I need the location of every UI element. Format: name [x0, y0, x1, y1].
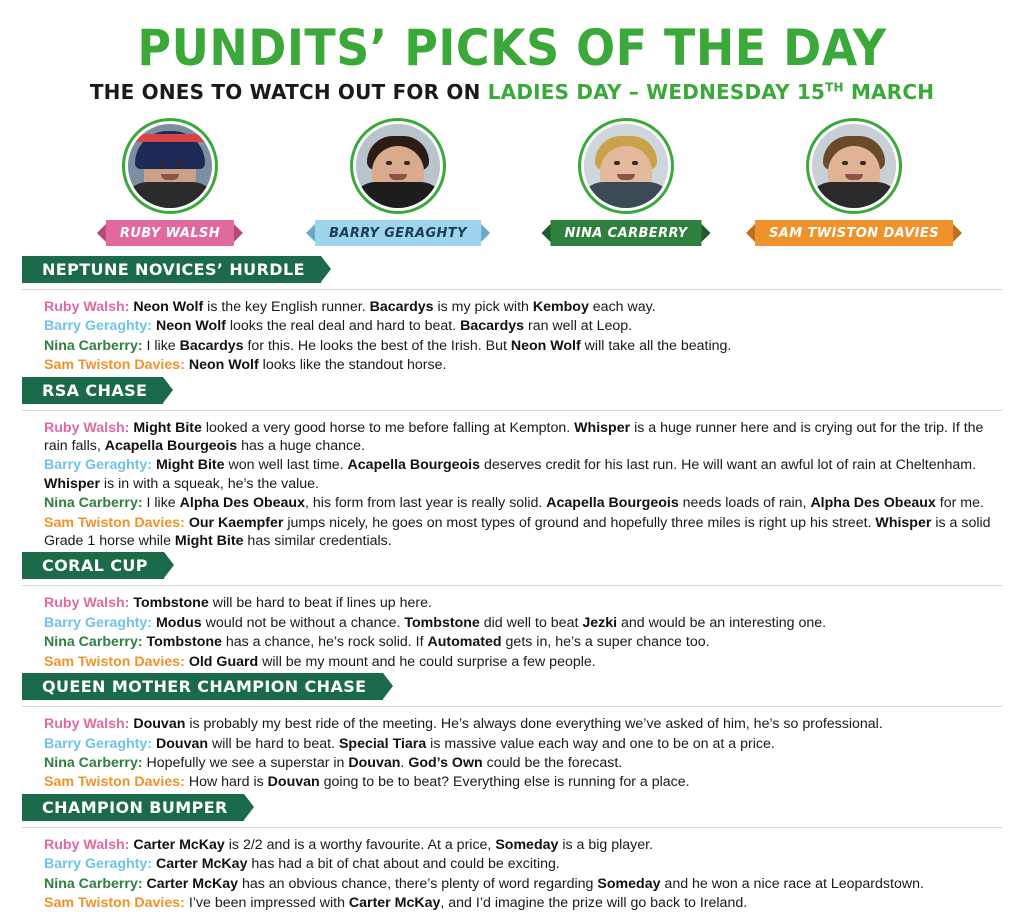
pundit-name-ribbon: [106, 220, 234, 246]
quote-text: , and I’d imagine the prize will go back to Ireland.: [440, 894, 748, 911]
pundit-name-ribbon: [755, 220, 953, 246]
quote-text: I like: [142, 495, 180, 512]
pundit-quote-author: Nina Carberry:: [44, 634, 143, 651]
pundit-quote-author: Ruby Walsh:: [44, 595, 130, 612]
races-container: [0, 246, 1024, 912]
pundit-quotes: [22, 298, 1002, 375]
pundit-quote-author: Ruby Walsh:: [44, 299, 130, 315]
pundit-quote-author: Nina Carberry:: [44, 337, 143, 354]
page-subtitle: [0, 80, 1024, 104]
pundit-quote: [44, 633, 992, 651]
pundit-quote: [44, 419, 992, 456]
pundit-quote: [44, 836, 992, 854]
pundit-quotes: [22, 836, 1002, 912]
pundit-quote-author: Nina Carberry:: [44, 495, 143, 512]
horse-name: Might Bite: [174, 533, 244, 550]
horse-name: Modus: [155, 614, 202, 631]
pundit-name: BARRY GERAGHTY: [329, 225, 467, 241]
pundit-quote-author: Barry Geraghty:: [44, 318, 153, 335]
quote-text: did well to beat: [479, 614, 583, 631]
quote-text: each way.: [588, 299, 656, 315]
horse-name: Someday: [597, 875, 661, 892]
quote-text: and would be an interesting one.: [617, 614, 827, 631]
horse-name: Our Kaempfer: [188, 514, 284, 531]
pundit-name: NINA CARBERRY: [564, 225, 688, 241]
horse-name: Might Bite: [155, 457, 225, 474]
quote-text: deserves credit for his last run. He will want an awful lot of rain at Cheltenham.: [480, 457, 977, 474]
pundit-quotes: [22, 419, 1002, 551]
quote-text: .: [400, 754, 409, 771]
quote-text: has a huge chance.: [237, 438, 365, 455]
horse-name: Neon Wolf: [133, 299, 204, 315]
horse-name: Kemboy: [532, 299, 589, 315]
pundit-card: [749, 118, 959, 246]
quote-text: I like: [142, 337, 180, 354]
pundit-quote-author: Ruby Walsh:: [44, 716, 130, 733]
horse-name: Automated: [427, 634, 502, 651]
pundit-quote: [44, 773, 992, 791]
pundit-quote-author: Sam Twiston Davies:: [44, 894, 185, 911]
pundit-quotes: [22, 594, 1002, 671]
portrait-image: [812, 124, 896, 208]
quote-text: is in with a squeak, he’s the value.: [99, 475, 319, 492]
portrait-image: [356, 124, 440, 208]
divider: [22, 827, 1002, 828]
quote-text: going to be to beat? Everything else is running for a place.: [319, 774, 690, 791]
race-title: CHAMPION BUMPER: [22, 794, 244, 821]
horse-name: Tombstone: [404, 614, 480, 631]
race-section: [22, 256, 1002, 375]
divider: [22, 410, 1002, 411]
horse-name: Douvan: [155, 735, 209, 752]
race-section: [22, 794, 1002, 912]
pundit-quote: [44, 715, 992, 733]
quote-text: is a solid Grade 1 horse while: [44, 514, 991, 550]
horse-name: Old Guard: [188, 653, 259, 670]
pundit-quote-author: Sam Twiston Davies:: [44, 774, 185, 791]
subtitle-highlight-sup: TH: [825, 80, 844, 95]
pundit-quote: [44, 614, 992, 632]
avatar: [350, 118, 446, 214]
pundit-quote-author: Sam Twiston Davies:: [44, 653, 185, 670]
pundit-quote: [44, 337, 992, 355]
race-title: CORAL CUP: [22, 552, 164, 579]
quote-text: I’ve been impressed with: [184, 894, 349, 911]
quote-text: could be the forecast.: [482, 754, 623, 771]
subtitle-highlight-end: MARCH: [843, 80, 935, 104]
pundit-quote-author: Nina Carberry:: [44, 754, 143, 771]
pundit-quote-author: Sam Twiston Davies:: [44, 514, 185, 531]
race-title: QUEEN MOTHER CHAMPION CHASE: [22, 673, 383, 700]
pundit-quote: [44, 494, 992, 512]
horse-name: Tombstone: [133, 595, 209, 612]
quote-text: , his form from last year is really solid.: [305, 495, 547, 512]
horse-name: Bacardys: [369, 299, 434, 315]
pundit-card: [65, 118, 275, 246]
pundit-quote-author: Barry Geraghty:: [44, 614, 153, 631]
pundit-quote: [44, 594, 992, 612]
horse-name: Neon Wolf: [188, 357, 259, 374]
horse-name: Douvan: [133, 716, 186, 733]
pundit-quote: [44, 653, 992, 671]
pundit-quote-author: Sam Twiston Davies:: [44, 357, 185, 374]
quote-text: will be my mount and he could surprise a few people.: [258, 653, 596, 670]
quote-text: gets in, he’s a super chance too.: [501, 634, 710, 651]
avatar: [578, 118, 674, 214]
quote-text: has had a bit of chat about and could be exciting.: [247, 856, 560, 873]
quote-text: has an obvious chance, there’s plenty of word regarding: [238, 875, 598, 892]
quote-text: won well last time.: [224, 457, 348, 474]
race-section: [22, 673, 1002, 792]
avatar: [122, 118, 218, 214]
horse-name: Someday: [495, 836, 559, 853]
avatar: [806, 118, 902, 214]
horse-name: Alpha Des Obeaux: [179, 495, 305, 512]
horse-name: Whisper: [875, 514, 932, 531]
quote-text: looked a very good horse to me before falling at Kempton.: [201, 419, 575, 436]
horse-name: Whisper: [574, 419, 631, 436]
divider: [22, 585, 1002, 586]
pundit-quote-author: Nina Carberry:: [44, 875, 143, 892]
quote-text: for this. He looks the best of the Irish. But: [243, 337, 511, 354]
pundit-quote: [44, 298, 992, 316]
pundit-quote: [44, 875, 992, 893]
quote-text: has similar credentials.: [243, 533, 392, 550]
race-section: [22, 377, 1002, 551]
quote-text: is the key English runner.: [203, 299, 370, 315]
race-section: [22, 552, 1002, 671]
horse-name: Douvan: [267, 774, 320, 791]
horse-name: Whisper: [44, 475, 100, 492]
horse-name: Bacardys: [179, 337, 244, 354]
pundit-quote: [44, 894, 992, 912]
horse-name: Douvan: [348, 754, 401, 771]
quote-text: will take all the beating.: [580, 337, 732, 354]
pundit-quote: [44, 754, 992, 772]
quote-text: looks like the standout horse.: [258, 357, 447, 374]
quote-text: ran well at Leop.: [524, 318, 633, 335]
horse-name: Acapella Bourgeois: [546, 495, 679, 512]
pundit-name: RUBY WALSH: [119, 225, 221, 241]
quote-text: for me.: [935, 495, 984, 512]
subtitle-prefix: THE ONES TO WATCH OUT FOR ON: [89, 80, 488, 104]
horse-name: Neon Wolf: [510, 337, 581, 354]
horse-name: Carter McKay: [348, 894, 441, 911]
race-title: NEPTUNE NOVICES’ HURDLE: [22, 256, 321, 283]
page-header: [0, 0, 1024, 104]
quote-text: Hopefully we see a superstar in: [142, 754, 349, 771]
horse-name: Tombstone: [146, 634, 222, 651]
page-title: PUNDITS’ PICKS OF THE DAY: [137, 19, 887, 77]
race-title: RSA CHASE: [22, 377, 163, 404]
divider: [22, 289, 1002, 290]
pundit-quote-author: Ruby Walsh:: [44, 836, 130, 853]
pundit-quotes: [22, 715, 1002, 792]
pundit-quote-author: Ruby Walsh:: [44, 419, 130, 436]
quote-text: will be hard to beat if lines up here.: [208, 595, 432, 612]
horse-name: Carter McKay: [155, 856, 248, 873]
pundit-list: [0, 118, 1024, 246]
pundit-quote-author: Barry Geraghty:: [44, 735, 153, 752]
pundit-quote: [44, 317, 992, 335]
pundit-quote: [44, 514, 992, 551]
divider: [22, 706, 1002, 707]
pundit-quote-author: Barry Geraghty:: [44, 856, 153, 873]
pundit-quote: [44, 855, 992, 873]
pundit-quote: [44, 356, 992, 374]
pundit-quote-author: Barry Geraghty:: [44, 457, 153, 474]
quote-text: is a huge runner here and is crying out for the trip. If the rain falls,: [44, 419, 984, 455]
horse-name: Carter McKay: [133, 836, 225, 853]
horse-name: Carter McKay: [146, 875, 238, 892]
quote-text: has a chance, he’s rock solid. If: [221, 634, 428, 651]
quote-text: needs loads of rain,: [678, 495, 811, 512]
quote-text: looks the real deal and hard to beat.: [225, 318, 461, 335]
quote-text: will be hard to beat.: [208, 735, 339, 752]
horse-name: Acapella Bourgeois: [347, 457, 481, 474]
pundit-quote: [44, 456, 992, 493]
pundit-card: [521, 118, 731, 246]
horse-name: Bacardys: [460, 318, 525, 335]
horse-name: Special Tiara: [338, 735, 427, 752]
quote-text: jumps nicely, he goes on most types of ground and hopefully three miles is right up his street.: [283, 514, 876, 531]
quote-text: is a big player.: [558, 836, 654, 853]
quote-text: and he won a nice race at Leopardstown.: [660, 875, 924, 892]
horse-name: God’s Own: [408, 754, 483, 771]
pundit-card: [293, 118, 503, 246]
horse-name: Neon Wolf: [155, 318, 226, 335]
pundit-name: SAM TWISTON DAVIES: [769, 225, 939, 241]
quote-text: is 2/2 and is a worthy favourite. At a price,: [224, 836, 496, 853]
portrait-image: [128, 124, 212, 208]
quote-text: is probably my best ride of the meeting. He’s always done everything we’ve asked of him, he’s so professional.: [185, 716, 883, 733]
horse-name: Jezki: [582, 614, 618, 631]
pundit-quote: [44, 735, 992, 753]
horse-name: Alpha Des Obeaux: [810, 495, 936, 512]
quote-text: How hard is: [184, 774, 268, 791]
quote-text: is massive value each way and one to be on at a price.: [426, 735, 775, 752]
pundit-name-ribbon: [315, 220, 481, 246]
horse-name: Might Bite: [133, 419, 202, 436]
quote-text: is my pick with: [433, 299, 533, 315]
pundit-name-ribbon: [550, 220, 701, 246]
subtitle-highlight: LADIES DAY – WEDNESDAY 15: [487, 80, 826, 104]
horse-name: Acapella Bourgeois: [104, 438, 238, 455]
portrait-image: [584, 124, 668, 208]
quote-text: would not be without a chance.: [201, 614, 405, 631]
